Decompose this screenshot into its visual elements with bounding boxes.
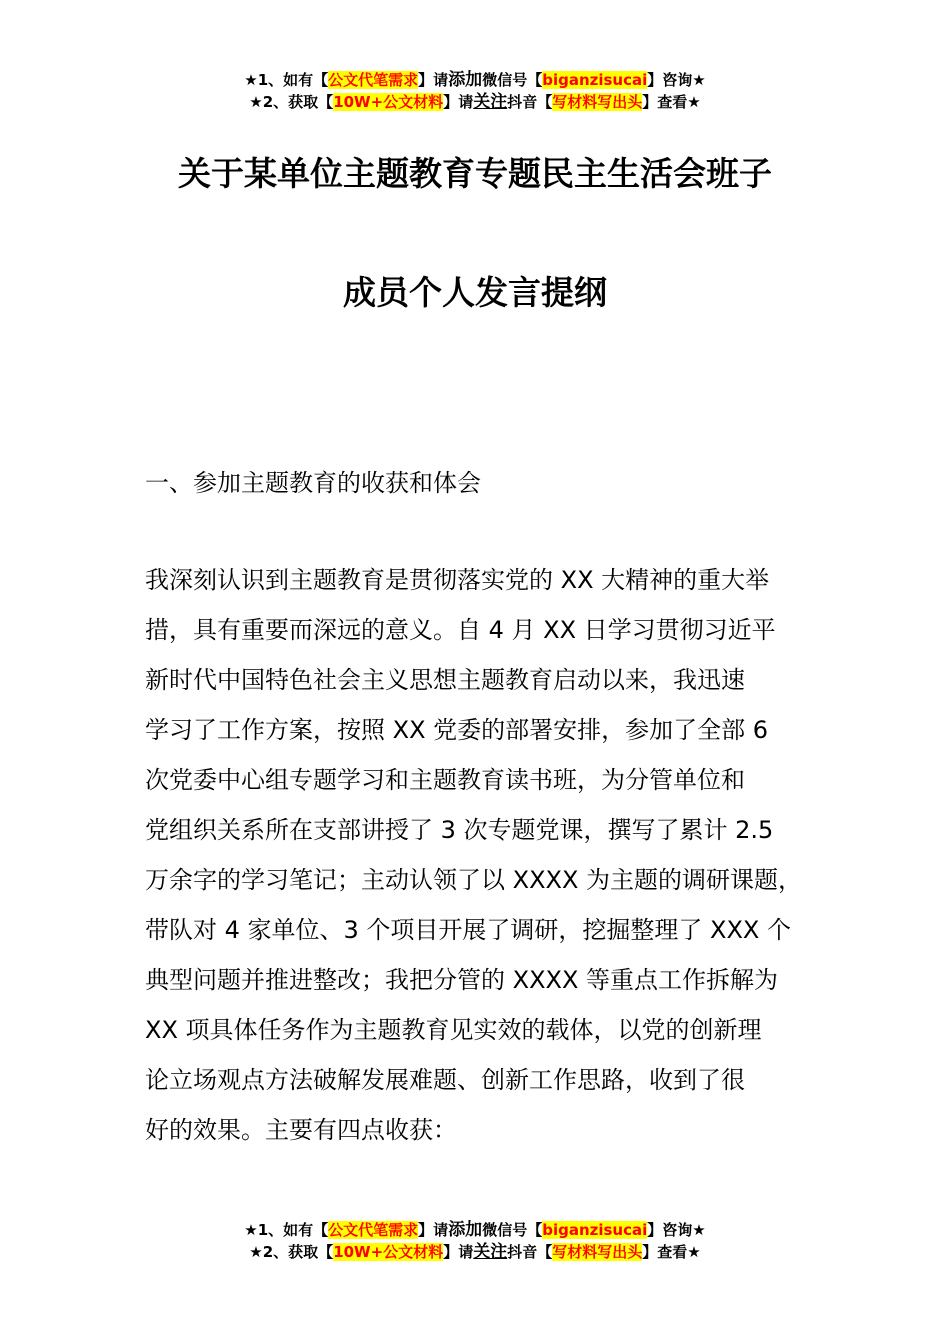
section-heading: 一、参加主题教育的收获和体会 (145, 469, 481, 497)
promo-emphasis: 添加 (448, 70, 483, 90)
promo-text: 】查看★ (642, 93, 701, 111)
promo-line-1 (0, 1219, 950, 1241)
promo-text: 】请 (443, 1243, 474, 1261)
promo-text: ★2、获取【 (249, 93, 334, 111)
promo-banner-top (0, 69, 950, 113)
promo-text: 微信号【 (482, 1221, 543, 1239)
document-title-line-1: 关于某单位主题教育专题民主生活会班子 (178, 154, 772, 193)
promo-highlight: 10W+公文材料 (333, 93, 444, 111)
promo-text: 】咨询★ (647, 1221, 706, 1239)
promo-text: ★1、如有【 (244, 71, 329, 89)
promo-emphasis: 添加 (448, 1220, 483, 1240)
promo-highlight: 公文代笔需求 (328, 71, 419, 89)
document-title-line-2: 成员个人发言提纲 (343, 273, 607, 312)
body-line: 万余字的学习笔记；主动认领了以 XXXX 为主题的调研课题， (145, 866, 803, 894)
body-line: 带队对 4 家单位、3 个项目开展了调研，挖掘整理了 XXX 个 (145, 916, 792, 944)
promo-text: 】查看★ (642, 1243, 701, 1261)
body-line: 党组织关系所在支部讲授了 3 次专题党课，撰写了累计 2.5 (145, 816, 774, 844)
promo-text: 】请 (418, 71, 449, 89)
promo-text: 抖音【 (507, 1243, 553, 1261)
promo-douyin-id: 写材料写出头 (552, 1243, 643, 1261)
body-line: 好的效果。主要有四点收获： (145, 1116, 457, 1144)
body-line: 新时代中国特色社会主义思想主题教育启动以来，我迅速 (145, 666, 745, 694)
promo-line-1 (0, 69, 950, 91)
body-line: 我深刻认识到主题教育是贯彻落实党的 XX 大精神的重大举 (145, 566, 770, 594)
promo-emphasis: 关注 (473, 92, 508, 112)
promo-banner-bottom (0, 1219, 950, 1263)
promo-text: 】请 (418, 1221, 449, 1239)
body-paragraph (145, 560, 835, 1160)
promo-line-2 (0, 1241, 950, 1263)
body-line: 次党委中心组专题学习和主题教育读书班，为分管单位和 (145, 766, 745, 794)
promo-text: ★2、获取【 (249, 1243, 334, 1261)
promo-line-2 (0, 91, 950, 113)
promo-text: 微信号【 (482, 71, 543, 89)
promo-text: 】咨询★ (647, 71, 706, 89)
body-line: XX 项具体任务作为主题教育见实效的载体，以党的创新理 (145, 1016, 762, 1044)
body-line: 论立场观点方法破解发展难题、创新工作思路，收到了很 (145, 1066, 745, 1094)
promo-douyin-id: 写材料写出头 (552, 93, 643, 111)
body-line: 典型问题并推进整改；我把分管的 XXXX 等重点工作拆解为 (145, 966, 779, 994)
promo-text: 】请 (443, 93, 474, 111)
promo-emphasis: 关注 (473, 1242, 508, 1262)
promo-wechat-id: biganzisucai (542, 1221, 648, 1239)
promo-wechat-id: biganzisucai (542, 71, 648, 89)
body-line: 措，具有重要而深远的意义。自 4 月 XX 日学习贯彻习近平 (145, 616, 776, 644)
promo-text: ★1、如有【 (244, 1221, 329, 1239)
promo-highlight: 公文代笔需求 (328, 1221, 419, 1239)
body-line: 学习了工作方案，按照 XX 党委的部署安排，参加了全部 6 (145, 716, 769, 744)
promo-highlight: 10W+公文材料 (333, 1243, 444, 1261)
promo-text: 抖音【 (507, 93, 553, 111)
